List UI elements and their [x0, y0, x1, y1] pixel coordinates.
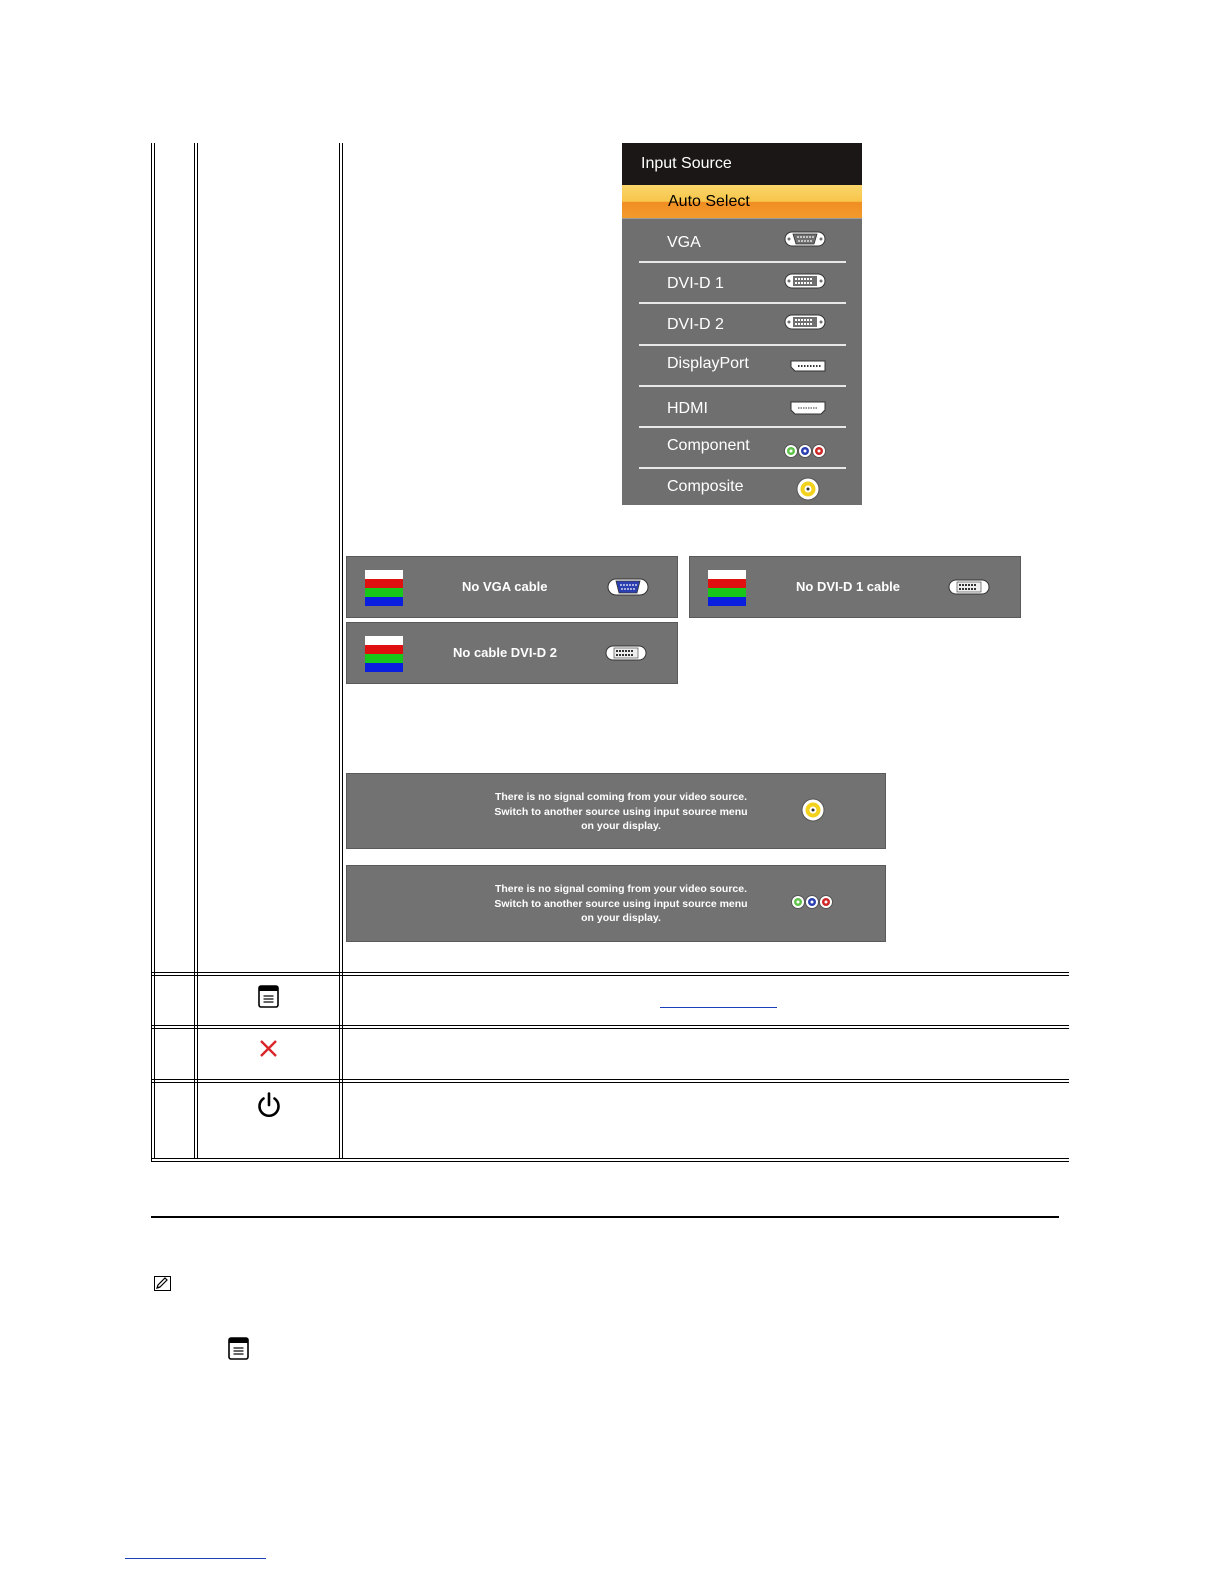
no-vga-cable-dialog	[346, 556, 678, 618]
menu-item-label: VGA	[667, 234, 701, 251]
input-source-menu	[622, 143, 862, 505]
menu-item-label: DisplayPort	[667, 355, 749, 372]
menu-item-auto-select[interactable]: Auto Select	[622, 185, 862, 219]
menu-item-vga[interactable]	[639, 224, 846, 264]
menu-item-label: HDMI	[667, 400, 708, 417]
composite-rca-icon	[796, 477, 820, 501]
color-bars-icon	[365, 636, 403, 672]
menu-icon	[228, 1337, 249, 1360]
hdmi-port-icon	[790, 401, 826, 415]
menu-item-label: Component	[667, 437, 750, 454]
component-rca-icon	[791, 894, 833, 910]
dialog-message: No DVI-D 1 cable	[796, 579, 901, 594]
input-source-title: Input Source	[622, 143, 862, 185]
no-signal-message: There is no signal coming from your video source. Switch to another source using input source menu on your display.	[494, 791, 748, 832]
menu-separator	[639, 261, 846, 263]
composite-rca-icon	[801, 798, 825, 822]
menu-item-label: DVI-D 1	[667, 275, 724, 292]
menu-separator	[639, 426, 846, 428]
no-signal-composite-dialog	[346, 773, 886, 849]
menu-separator	[639, 467, 846, 469]
menu-item-dvi-d1[interactable]	[639, 265, 846, 305]
vga-port-icon	[784, 230, 826, 248]
dvi-port-icon	[784, 314, 826, 330]
color-bars-icon	[708, 570, 746, 606]
section-divider	[151, 1216, 1059, 1218]
displayport-port-icon	[790, 360, 826, 372]
menu-item-composite[interactable]	[639, 471, 846, 505]
menu-item-hdmi[interactable]	[639, 389, 846, 429]
menu-item-displayport[interactable]	[639, 347, 846, 387]
menu-item-dvi-d2[interactable]	[639, 306, 846, 346]
no-signal-component-dialog	[346, 865, 886, 942]
menu-icon	[258, 985, 279, 1008]
menu-link-underline[interactable]	[660, 1007, 777, 1008]
menu-separator	[639, 302, 846, 304]
back-link-underline[interactable]	[125, 1558, 266, 1559]
dvi-port-icon	[948, 579, 990, 595]
no-dvi-d1-cable-dialog	[689, 556, 1021, 618]
vga-port-icon	[607, 577, 649, 597]
exit-x-icon	[259, 1039, 278, 1058]
no-signal-message: There is no signal coming from your video source. Switch to another source using input source menu on your display.	[494, 883, 748, 924]
menu-item-label: DVI-D 2	[667, 316, 724, 333]
note-pencil-icon	[154, 1276, 171, 1291]
dvi-port-icon	[784, 273, 826, 289]
menu-separator	[639, 344, 846, 346]
dvi-port-icon	[605, 645, 647, 661]
dialog-message: No VGA cable	[462, 579, 548, 594]
menu-item-label: Composite	[667, 478, 744, 495]
menu-separator	[639, 385, 846, 387]
menu-item-component[interactable]	[639, 430, 846, 470]
power-icon	[256, 1092, 282, 1119]
component-rca-icon	[784, 443, 826, 459]
color-bars-icon	[365, 570, 403, 606]
dialog-message: No cable DVI-D 2	[453, 645, 558, 660]
no-dvi-d2-cable-dialog	[346, 622, 678, 684]
